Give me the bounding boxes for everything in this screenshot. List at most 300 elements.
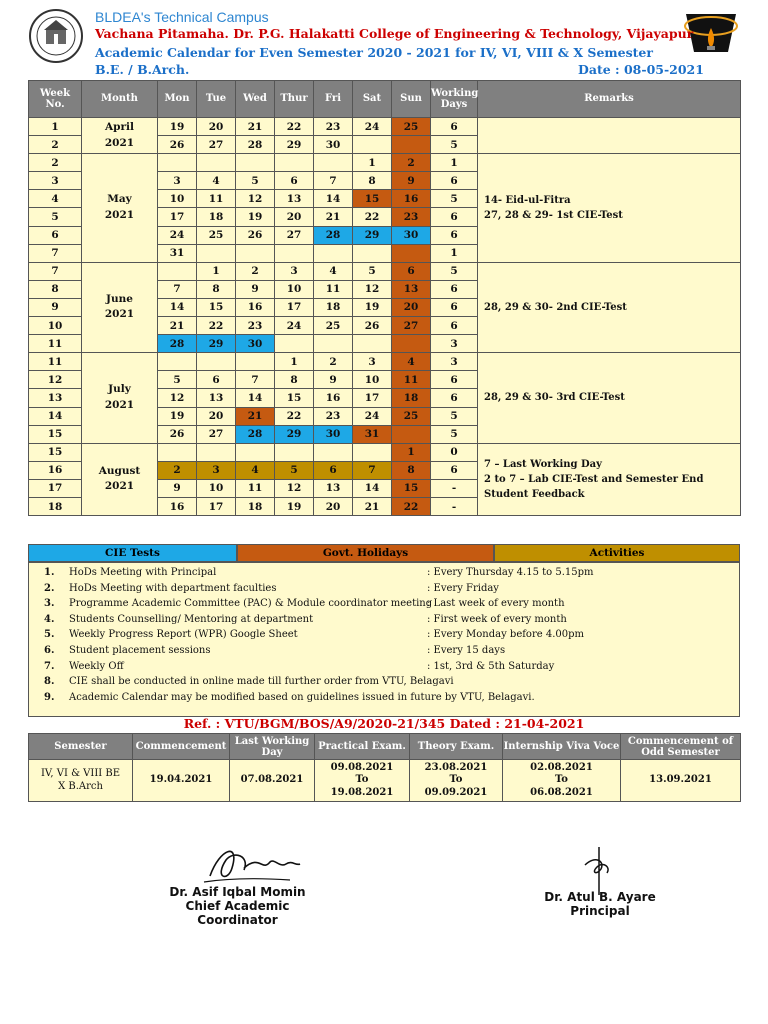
remark-text: 28, 29 & 30- 2nd CIE-Test (484, 301, 627, 313)
day-cell: 5 (158, 371, 197, 389)
working-days: 6 (431, 118, 478, 136)
day-cell: 9 (314, 371, 353, 389)
day-cell: 14 (158, 298, 197, 316)
day-cell (158, 154, 197, 172)
signatory-coordinator (145, 885, 330, 927)
day-cell (353, 443, 392, 461)
day-cell: 22 (275, 407, 314, 425)
day-cell: 25 (392, 118, 431, 136)
semester-cell: 09.08.2021 To 19.08.2021 (315, 760, 410, 802)
day-cell: 25 (392, 407, 431, 425)
day-cell: 7 (314, 172, 353, 190)
day-cell: 19 (158, 118, 197, 136)
note-item (29, 661, 739, 677)
day-cell: 24 (353, 407, 392, 425)
semester-header-row (29, 734, 741, 760)
day-cell (236, 154, 275, 172)
day-cell (197, 154, 236, 172)
day-cell (236, 353, 275, 371)
day-cell: 15 (197, 298, 236, 316)
day-cell: 11 (392, 371, 431, 389)
day-cell (236, 443, 275, 461)
day-cell: 12 (158, 389, 197, 407)
month-year: 2021 (104, 308, 135, 321)
day-cell: 8 (197, 280, 236, 298)
day-cell: 26 (158, 425, 197, 443)
day-cell: 30 (236, 335, 275, 353)
month-name: August (98, 464, 141, 477)
day-cell: 4 (236, 461, 275, 479)
calendar-week-row (29, 154, 741, 172)
day-cell: 15 (275, 389, 314, 407)
working-days: 5 (431, 262, 478, 280)
day-cell: 10 (197, 479, 236, 497)
week-number: 18 (29, 497, 82, 515)
day-cell: 1 (197, 262, 236, 280)
day-cell: 19 (275, 497, 314, 515)
month-cell (82, 154, 158, 263)
calendar-title: Academic Calendar for Even Semester 2020 - 2021 for IV, VI, VIII & X Semester (95, 45, 653, 60)
day-cell: 23 (392, 208, 431, 226)
working-days: 6 (431, 317, 478, 335)
semester-cell: 02.08.2021 To 06.08.2021 (503, 760, 621, 802)
working-days: 6 (431, 208, 478, 226)
day-cell: 17 (158, 208, 197, 226)
column-header: Wed (236, 81, 275, 118)
note-number: 8. (44, 676, 55, 688)
month-cell (82, 118, 158, 154)
note-text: Weekly Progress Report (WPR) Google Sheet (69, 629, 298, 641)
day-cell: 21 (314, 208, 353, 226)
reference-line: Ref. : VTU/BGM/BOS/A9/2020-21/345 Dated : 21-04-2021 (183, 716, 585, 731)
note-value: : Last week of every month (427, 598, 565, 610)
semester-cell: IV, VI & VIII BE X B.Arch (29, 760, 133, 802)
day-cell: 10 (158, 190, 197, 208)
day-cell: 26 (353, 317, 392, 335)
day-cell (314, 443, 353, 461)
day-cell: 22 (353, 208, 392, 226)
week-number: 1 (29, 118, 82, 136)
day-cell: 12 (236, 190, 275, 208)
day-cell: 22 (392, 497, 431, 515)
day-cell: 29 (275, 136, 314, 154)
day-cell: 8 (392, 461, 431, 479)
day-cell: 2 (158, 461, 197, 479)
week-number: 16 (29, 461, 82, 479)
course-label: B.E. / B.Arch. (95, 62, 190, 77)
working-days: 6 (431, 280, 478, 298)
week-number: 7 (29, 262, 82, 280)
semester-column-header: Practical Exam. (315, 734, 410, 760)
note-number: 1. (44, 567, 55, 578)
day-cell: 11 (197, 190, 236, 208)
week-number: 2 (29, 154, 82, 172)
note-text: HoDs Meeting with department faculties (69, 582, 277, 594)
day-cell: 23 (236, 317, 275, 335)
day-cell: 7 (353, 461, 392, 479)
day-cell (275, 335, 314, 353)
day-cell: 2 (392, 154, 431, 172)
day-cell: 25 (197, 226, 236, 244)
day-cell (392, 425, 431, 443)
day-cell: 16 (158, 497, 197, 515)
document-date: Date : 08-05-2021 (578, 62, 704, 77)
calendar-header-row (29, 81, 741, 118)
day-cell: 7 (236, 371, 275, 389)
note-text: CIE shall be conducted in online made till further order from VTU, Belagavi (69, 676, 454, 688)
day-cell: 2 (314, 353, 353, 371)
remark-text: 28, 29 & 30- 3rd CIE-Test (484, 392, 625, 404)
day-cell: 16 (314, 389, 353, 407)
day-cell: 23 (314, 407, 353, 425)
week-number: 2 (29, 136, 82, 154)
semester-cell: 23.08.2021 To 09.09.2021 (410, 760, 503, 802)
week-number: 15 (29, 425, 82, 443)
day-cell: 20 (392, 298, 431, 316)
semester-schedule-table (28, 733, 741, 802)
day-cell: 10 (353, 371, 392, 389)
note-number: 2. (44, 582, 55, 594)
day-cell (158, 443, 197, 461)
month-year: 2021 (104, 208, 135, 221)
working-days: 3 (431, 335, 478, 353)
day-cell (275, 154, 314, 172)
remark-text: 14- Eid-ul-Fitra (484, 194, 571, 206)
day-cell (314, 335, 353, 353)
day-cell: 18 (197, 208, 236, 226)
semester-column-header: Commencement of Odd Semester (621, 734, 741, 760)
day-cell: 25 (314, 317, 353, 335)
remark-text: 27, 28 & 29- 1st CIE-Test (484, 209, 623, 221)
month-cell (82, 443, 158, 515)
notes-list (28, 562, 740, 717)
working-days: 6 (431, 226, 478, 244)
day-cell: 20 (314, 497, 353, 515)
note-item (29, 676, 739, 692)
day-cell: 1 (392, 443, 431, 461)
day-cell: 21 (353, 497, 392, 515)
legend-govt-holidays: Govt. Holidays (237, 544, 494, 562)
remarks-cell (478, 443, 741, 515)
semester-cell: 07.08.2021 (230, 760, 315, 802)
day-cell (236, 244, 275, 262)
day-cell (275, 244, 314, 262)
day-cell: 17 (275, 298, 314, 316)
month-name: July (108, 383, 131, 396)
day-cell: 8 (275, 371, 314, 389)
note-item (29, 645, 739, 661)
day-cell: 4 (392, 353, 431, 371)
working-days: 5 (431, 190, 478, 208)
week-number: 12 (29, 371, 82, 389)
column-header: Fri (314, 81, 353, 118)
week-number: 14 (29, 407, 82, 425)
day-cell: 5 (275, 461, 314, 479)
week-number: 5 (29, 208, 82, 226)
day-cell: 8 (353, 172, 392, 190)
week-number: 7 (29, 244, 82, 262)
signatory-name: Dr. Asif Iqbal Momin (169, 885, 306, 899)
working-days: 5 (431, 425, 478, 443)
day-cell: 4 (197, 172, 236, 190)
day-cell: 24 (158, 226, 197, 244)
campus-name: BLDEA's Technical Campus (95, 9, 269, 25)
day-cell: 18 (236, 497, 275, 515)
day-cell: 16 (392, 190, 431, 208)
working-days: 1 (431, 154, 478, 172)
calendar-week-row (29, 118, 741, 136)
remarks-cell (478, 262, 741, 352)
day-cell: 21 (236, 118, 275, 136)
note-value: : 1st, 3rd & 5th Saturday (427, 660, 555, 672)
day-cell (197, 244, 236, 262)
week-number: 6 (29, 226, 82, 244)
college-seal-logo (28, 8, 84, 66)
day-cell: 29 (275, 425, 314, 443)
day-cell: 27 (197, 425, 236, 443)
day-cell: 13 (275, 190, 314, 208)
day-cell: 22 (275, 118, 314, 136)
day-cell: 14 (353, 479, 392, 497)
day-cell: 20 (275, 208, 314, 226)
day-cell: 11 (314, 280, 353, 298)
note-number: 9. (44, 691, 55, 703)
calendar-legend (28, 544, 740, 562)
note-item (29, 567, 739, 583)
day-cell: 18 (314, 298, 353, 316)
working-days: 5 (431, 407, 478, 425)
day-cell: 31 (353, 425, 392, 443)
column-header: Tue (197, 81, 236, 118)
note-value: : Every Monday before 4.00pm (427, 629, 584, 641)
day-cell: 19 (353, 298, 392, 316)
day-cell: 12 (275, 479, 314, 497)
signatory-title: Principal (570, 904, 630, 918)
signatory-title: Chief Academic Coordinator (185, 899, 290, 927)
signatory-principal (540, 890, 660, 918)
day-cell: 13 (197, 389, 236, 407)
working-days: 6 (431, 172, 478, 190)
day-cell: 28 (236, 425, 275, 443)
calendar-week-row (29, 443, 741, 461)
column-header: Sat (353, 81, 392, 118)
month-cell (82, 262, 158, 352)
semester-cell: 13.09.2021 (621, 760, 741, 802)
semester-cell: 19.04.2021 (133, 760, 230, 802)
day-cell: 14 (314, 190, 353, 208)
week-number: 13 (29, 389, 82, 407)
day-cell: 6 (275, 172, 314, 190)
day-cell (158, 353, 197, 371)
calendar-week-row (29, 262, 741, 280)
remarks-cell (478, 118, 741, 154)
day-cell: 24 (353, 118, 392, 136)
day-cell: 17 (197, 497, 236, 515)
day-cell: 26 (236, 226, 275, 244)
day-cell: 3 (275, 262, 314, 280)
day-cell: 10 (275, 280, 314, 298)
calendar-week-row (29, 353, 741, 371)
day-cell: 18 (392, 389, 431, 407)
month-year: 2021 (104, 480, 135, 493)
note-number: 4. (44, 613, 55, 625)
note-item (29, 692, 739, 708)
day-cell: 29 (197, 335, 236, 353)
day-cell: 27 (392, 317, 431, 335)
note-item (29, 583, 739, 599)
day-cell: 13 (314, 479, 353, 497)
day-cell (197, 443, 236, 461)
academic-calendar-table (28, 80, 741, 516)
day-cell: 21 (236, 407, 275, 425)
day-cell: 15 (353, 190, 392, 208)
day-cell: 17 (353, 389, 392, 407)
note-value: : Every Thursday 4.15 to 5.15pm (427, 567, 594, 578)
day-cell: 19 (236, 208, 275, 226)
working-days: 1 (431, 244, 478, 262)
working-days: - (431, 479, 478, 497)
day-cell: 15 (392, 479, 431, 497)
day-cell: 3 (197, 461, 236, 479)
day-cell (158, 262, 197, 280)
working-days: 3 (431, 353, 478, 371)
week-number: 8 (29, 280, 82, 298)
day-cell: 14 (236, 389, 275, 407)
signatory-name: Dr. Atul B. Ayare (544, 890, 656, 904)
working-days: 0 (431, 443, 478, 461)
note-text: Programme Academic Committee (PAC) & Module coordinator meeting (69, 598, 433, 610)
day-cell: 30 (392, 226, 431, 244)
column-header: Thur (275, 81, 314, 118)
day-cell (314, 154, 353, 172)
month-name: April (105, 120, 134, 133)
day-cell: 13 (392, 280, 431, 298)
week-number: 11 (29, 335, 82, 353)
day-cell: 29 (353, 226, 392, 244)
week-number: 15 (29, 443, 82, 461)
day-cell: 24 (275, 317, 314, 335)
working-days: 5 (431, 136, 478, 154)
note-number: 6. (44, 644, 55, 656)
day-cell (353, 244, 392, 262)
column-header: Mon (158, 81, 197, 118)
day-cell (353, 136, 392, 154)
note-text: Student placement sessions (69, 644, 211, 656)
remark-text: 2 to 7 – Lab CIE-Test and Semester End Student Feedback (484, 473, 704, 500)
day-cell: 31 (158, 244, 197, 262)
note-value: : First week of every month (427, 613, 567, 625)
signature-momin (200, 838, 310, 892)
remarks-cell (478, 353, 741, 443)
note-number: 3. (44, 598, 55, 610)
college-name: Vachana Pitamaha. Dr. P.G. Halakatti College of Engineering & Technology, Vijayapur (95, 26, 694, 41)
note-text: HoDs Meeting with Principal (69, 567, 217, 578)
column-header: Remarks (478, 81, 741, 118)
day-cell: 6 (197, 371, 236, 389)
column-header: Week No. (29, 81, 82, 118)
day-cell: 30 (314, 136, 353, 154)
day-cell: 22 (197, 317, 236, 335)
day-cell: 28 (236, 136, 275, 154)
day-cell: 20 (197, 407, 236, 425)
day-cell (392, 136, 431, 154)
day-cell (392, 244, 431, 262)
day-cell (353, 335, 392, 353)
working-days: 6 (431, 371, 478, 389)
note-text: Academic Calendar may be modified based on guidelines issued in future by VTU, Belagavi. (69, 691, 535, 703)
working-days: - (431, 497, 478, 515)
day-cell: 5 (236, 172, 275, 190)
day-cell: 5 (353, 262, 392, 280)
month-name: May (107, 193, 132, 206)
working-days: 6 (431, 389, 478, 407)
day-cell (314, 244, 353, 262)
day-cell: 2 (236, 262, 275, 280)
note-value: : Every Friday (427, 582, 499, 594)
day-cell: 11 (236, 479, 275, 497)
month-year: 2021 (104, 136, 135, 149)
remark-text: 7 – Last Working Day (484, 458, 602, 470)
day-cell (275, 443, 314, 461)
month-name: June (106, 292, 133, 305)
working-days: 6 (431, 298, 478, 316)
note-number: 7. (44, 660, 55, 672)
note-item (29, 629, 739, 645)
day-cell (392, 335, 431, 353)
day-cell: 19 (158, 407, 197, 425)
day-cell: 6 (392, 262, 431, 280)
week-number: 11 (29, 353, 82, 371)
day-cell: 27 (197, 136, 236, 154)
note-number: 5. (44, 629, 55, 641)
note-text: Students Counselling/ Mentoring at department (69, 613, 314, 625)
day-cell (197, 353, 236, 371)
semester-column-header: Commencement (133, 734, 230, 760)
day-cell: 26 (158, 136, 197, 154)
day-cell: 30 (314, 425, 353, 443)
day-cell: 3 (158, 172, 197, 190)
day-cell: 28 (158, 335, 197, 353)
day-cell: 6 (314, 461, 353, 479)
day-cell: 9 (236, 280, 275, 298)
day-cell: 7 (158, 280, 197, 298)
day-cell: 9 (392, 172, 431, 190)
column-header: Month (82, 81, 158, 118)
semester-column-header: Last Working Day (230, 734, 315, 760)
day-cell: 21 (158, 317, 197, 335)
working-days: 6 (431, 461, 478, 479)
note-value: : Every 15 days (427, 644, 506, 656)
day-cell: 4 (314, 262, 353, 280)
legend-cie-tests: CIE Tests (28, 544, 237, 562)
day-cell: 27 (275, 226, 314, 244)
week-number: 4 (29, 190, 82, 208)
week-number: 17 (29, 479, 82, 497)
week-number: 3 (29, 172, 82, 190)
week-number: 10 (29, 317, 82, 335)
day-cell: 9 (158, 479, 197, 497)
note-item (29, 614, 739, 630)
semester-data-row (29, 760, 741, 802)
semester-column-header: Theory Exam. (410, 734, 503, 760)
week-number: 9 (29, 298, 82, 316)
day-cell: 20 (197, 118, 236, 136)
month-year: 2021 (104, 398, 135, 411)
day-cell: 1 (353, 154, 392, 172)
day-cell: 16 (236, 298, 275, 316)
semester-column-header: Internship Viva Voce (503, 734, 621, 760)
column-header: Working Days (431, 81, 478, 118)
